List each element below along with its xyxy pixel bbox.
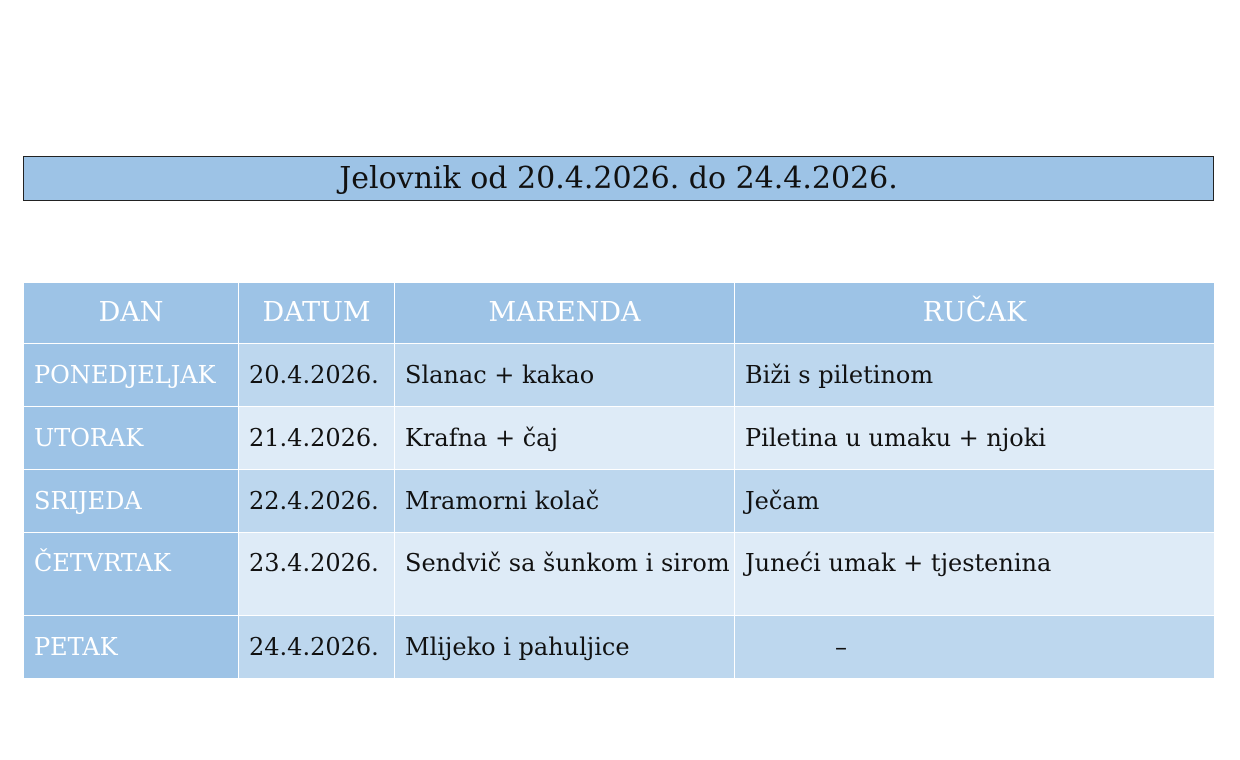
date-cell: 20.4.2026. xyxy=(239,344,395,407)
day-cell: PETAK xyxy=(24,616,239,679)
table-row xyxy=(24,533,1215,616)
rucak-cell xyxy=(735,533,1215,616)
table-row xyxy=(24,616,1215,679)
rucak-cell: Piletina u umaku + njoki xyxy=(735,407,1215,470)
marenda-cell: Krafna + čaj xyxy=(395,407,735,470)
date-cell: 21.4.2026. xyxy=(239,407,395,470)
date-cell: 24.4.2026. xyxy=(239,616,395,679)
day-cell: SRIJEDA xyxy=(24,470,239,533)
day-text: ČETVRTAK xyxy=(34,549,171,577)
marenda-cell: Mramorni kolač xyxy=(395,470,735,533)
day-cell: PONEDJELJAK xyxy=(24,344,239,407)
date-text: 23.4.2026. xyxy=(249,549,379,577)
date-cell: 22.4.2026. xyxy=(239,470,395,533)
table-row xyxy=(24,470,1215,533)
marenda-text: Sendvič sa šunkom i sirom xyxy=(405,549,730,577)
day-cell xyxy=(24,533,239,616)
table-row xyxy=(24,407,1215,470)
table-header-row xyxy=(24,283,1215,344)
column-header-marenda: MARENDA xyxy=(395,283,735,344)
day-cell: UTORAK xyxy=(24,407,239,470)
date-cell xyxy=(239,533,395,616)
table-row xyxy=(24,344,1215,407)
column-header-dan: DAN xyxy=(24,283,239,344)
marenda-cell xyxy=(395,533,735,616)
marenda-cell: Slanac + kakao xyxy=(395,344,735,407)
menu-table xyxy=(23,282,1215,679)
marenda-cell: Mlijeko i pahuljice xyxy=(395,616,735,679)
rucak-cell: Biži s piletinom xyxy=(735,344,1215,407)
rucak-cell: Ječam xyxy=(735,470,1215,533)
rucak-cell: – xyxy=(735,616,1215,679)
menu-title: Jelovnik od 20.4.2026. do 24.4.2026. xyxy=(23,156,1214,201)
column-header-rucak: RUČAK xyxy=(735,283,1215,344)
rucak-text: Juneći umak + tjestenina xyxy=(745,549,1052,577)
column-header-datum: DATUM xyxy=(239,283,395,344)
